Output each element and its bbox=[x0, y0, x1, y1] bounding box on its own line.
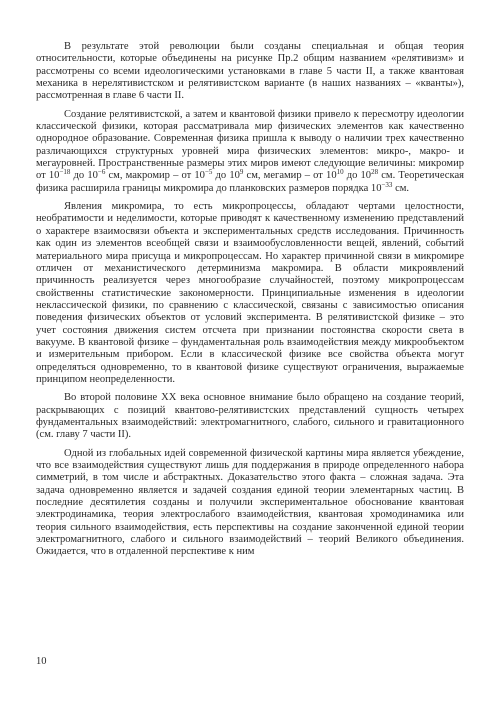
body-text bbox=[36, 41, 464, 559]
paragraph-symmetries: Одной из глобальных идей современной физической картины мира является убеждение, что все взаимодействия существуют лишь для поддержания в природе определенного набора симметрий, в том числе и абстрактных. Доказательство этого факта – сложная задача. Эта задача одновременно является и задачей создания единой теории элементарных частиц. В последние десятилетия созданы и получили экспериментальное обоснование квантовая электродинамика, теория электрослабого взаимодействия, квантовая хромодинамика или теория сильного взаимодействия, есть перспективы на создание законченной единой теории электромагнитного, слабого и сильного взаимодействий – теорий Великого объединения. Ожидается, что в отдаленной перспективе к ним bbox=[36, 447, 464, 558]
paragraph-revolution: В результате этой революции были созданы специальная и общая теория относительности, которые объединены на рисунке Пр.2 общим названием «релятивизм» и рассмотрены со всеми идеологическими установками в главе 5 части II, а также квантовая механика в нерелятивистском и релятивистском варианте (в наших названиях – «кванты»), рассмотренная в главе 6 части II. bbox=[36, 41, 464, 102]
paragraph-fundamental-interactions: Во второй половине XX века основное внимание было обращено на создание теорий, раскрывающих с позиций квантово-релятивистских представлений сущность четырех фундаментальных взаимодействий: электромагнитного, слабого, сильного и гравитационного (см. главу 7 части II). bbox=[36, 392, 464, 441]
page-number: 10 bbox=[36, 656, 47, 667]
paragraph-microworld: Явления микромира, то есть микропроцессы, обладают чертами целостности, необратимости и неделимости, которые приводят к качественному изменению представлений о характере взаимосвязи объекта и экспериментальных средств исследования. Причинность как один из элементов всеобщей связи и взаимообусловленности вещей, явлений, событий материального мира присуща и микропроцессам. Но характер причинной связи в микромире отличен от механистического детерминизма макромира. В области микроявлений причинность реализуется через многообразие случайностей, поэтому микропроцессам свойственны статистические закономерности. Принципиальные изменения в идеологии неклассической физики, по сравнению с классической, связаны с зависимостью описания поведения физических объектов от условий эксперимента. В релятивистской физике – это учет состояния движения систем отсчета при признании постоянства скорости света в вакууме. В квантовой физике – фундаментальная роль взаимодействия между микрообъектом и измерительным прибором. Если в классической физике все свойства объекта могут определяться одновременно, то в квантовой физике существуют ограничения, выражаемые принципом неопределенности. bbox=[36, 201, 464, 385]
paragraph-structural-levels: Создание релятивистской, а затем и квантовой физики привело к пересмотру идеологии классической физики, которая рассматривала мир физических элементов как качественно однородное образование. Современная физика пришла к выводу о наличии трех качественно различающихся структурных уровней мира физических элементов: микро-, макро- и мегауровней. Пространственные размеры этих миров имеют следующие величины: микромир от $10^{-18}$ до $10^{-6}$ см, макромир – от $10^{-5}$ до $10^9$ см, мегамир – от $10^{10}$ до $10^{28}$ см. Теоретическая физика расширила границы микромира до планковских размеров порядка $10^{-33}$ см. bbox=[36, 108, 464, 194]
